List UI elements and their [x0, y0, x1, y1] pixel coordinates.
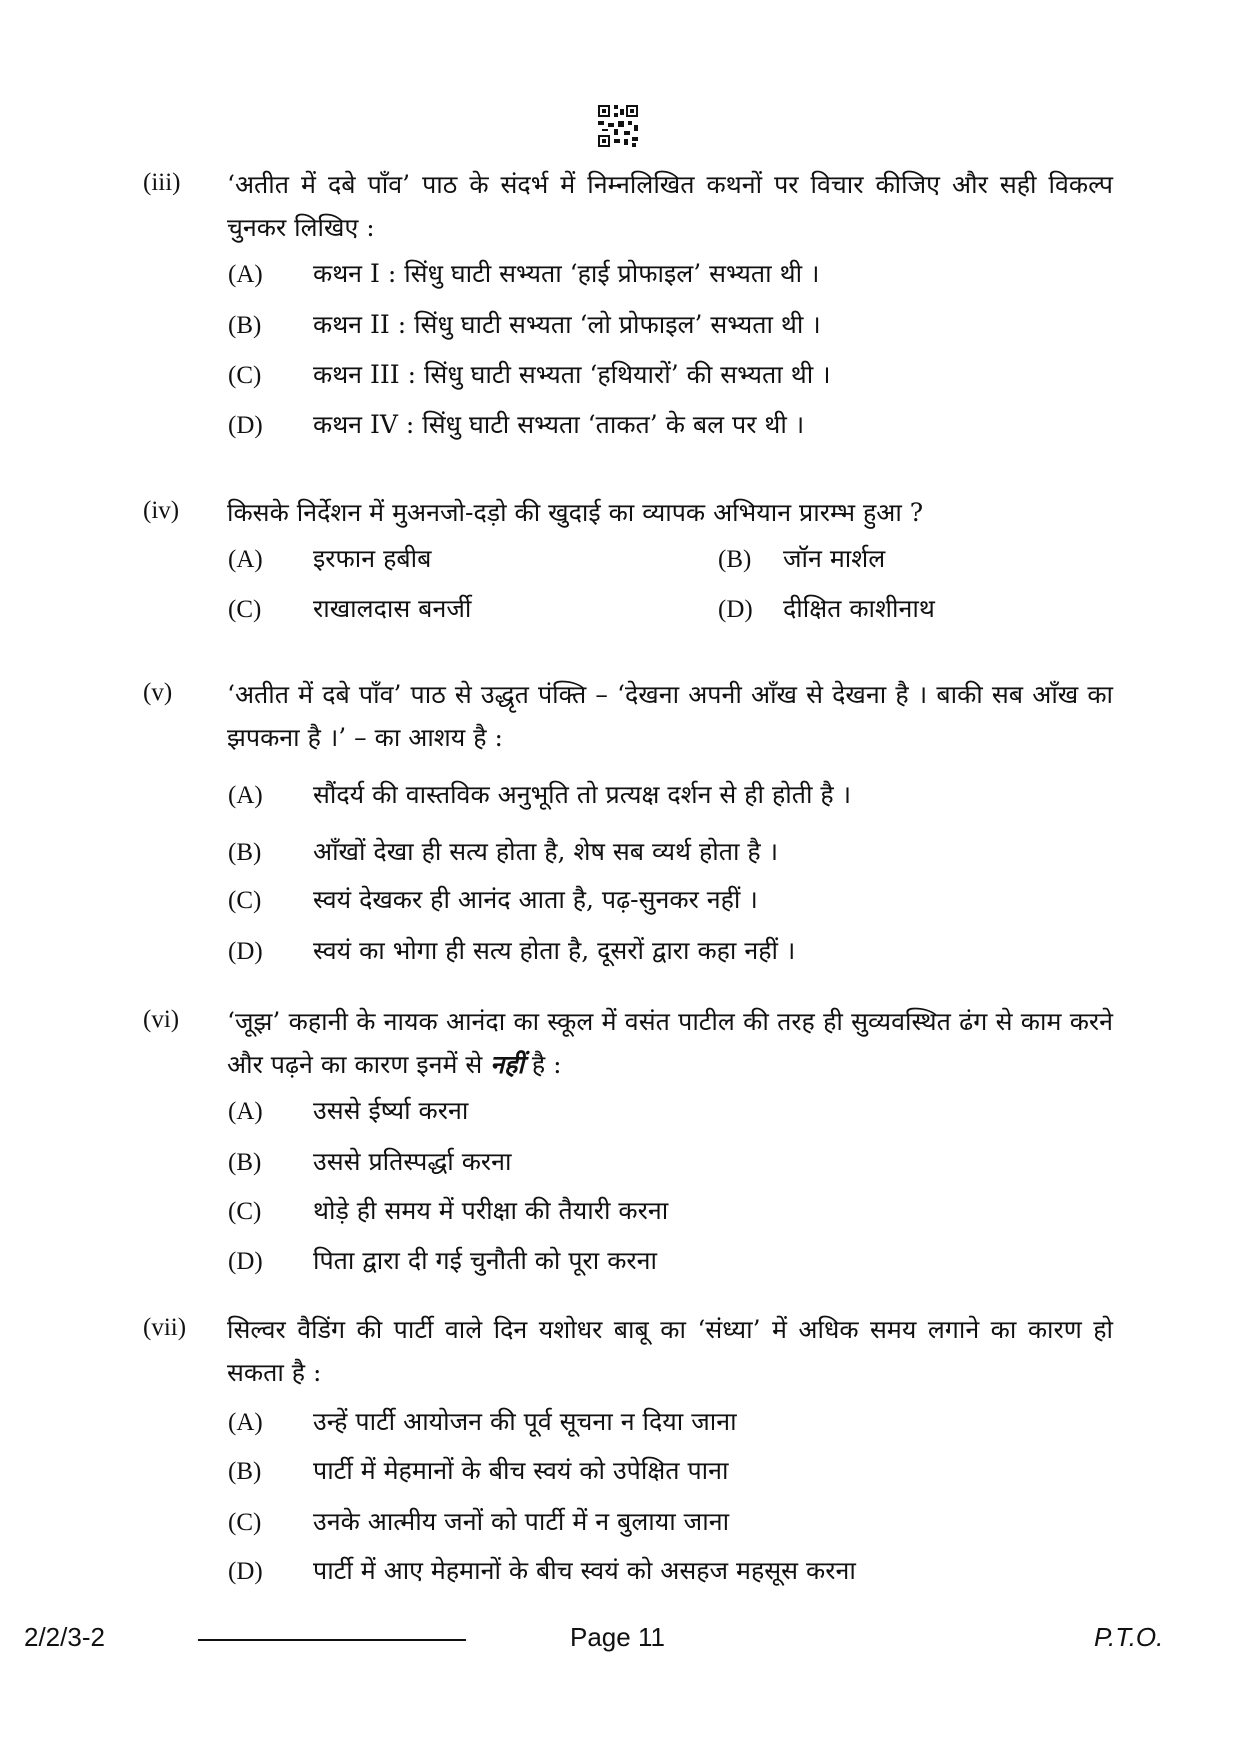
option-label: (C)	[228, 596, 262, 623]
option-c	[228, 360, 831, 391]
question-number: (iv)	[143, 497, 180, 524]
option-label: (C)	[228, 1198, 262, 1225]
stem-emphasis: नहीं	[490, 1050, 524, 1079]
option-label: (B)	[718, 546, 752, 573]
question-stem: सिल्वर वैडिंग की पार्टी वाले दिन यशोधर बाबू का ‘संध्या’ में अधिक समय लगाने का कारण हो सकता है :	[227, 1315, 1113, 1387]
option-text: सौंदर्य की वास्तविक अनुभूति तो प्रत्यक्ष दर्शन से ही होती है ।	[313, 780, 852, 809]
option-b	[718, 544, 885, 575]
option-a	[228, 780, 851, 811]
option-b	[228, 1147, 512, 1178]
option-text: उन्हें पार्टी आयोजन की पूर्व सूचना न दिया जाना	[313, 1407, 737, 1436]
question-stem: ‘अतीत में दबे पाँव’ पाठ के संदर्भ में निम्नलिखित कथनों पर विचार कीजिए और सही विकल्प चुनकर लिखिए :	[227, 170, 1113, 242]
option-text: इरफान हबीब	[313, 544, 432, 573]
option-c	[228, 1507, 729, 1538]
option-label: (C)	[228, 887, 262, 914]
option-d	[228, 1246, 657, 1277]
question-stem	[227, 1000, 1113, 1086]
option-label: (D)	[228, 1248, 263, 1275]
option-label: (A)	[228, 261, 263, 288]
option-a	[228, 259, 819, 290]
question-stem: किसके निर्देशन में मुअनजो-दड़ो की खुदाई का व्यापक अभियान प्रारम्भ हुआ ?	[227, 498, 924, 527]
option-text: जॉन मार्शल	[783, 544, 886, 573]
option-text: आँखों देखा ही सत्य होता है, शेष सब व्यर्थ होता है ।	[313, 837, 779, 866]
option-label: (B)	[228, 312, 262, 339]
option-d	[228, 936, 795, 967]
option-a	[228, 1407, 737, 1438]
page-number: Page 11	[570, 1622, 665, 1652]
option-text: पार्टी में मेहमानों के बीच स्वयं को उपेक्षित पाना	[313, 1456, 729, 1485]
option-label: (D)	[228, 938, 263, 965]
option-label: (C)	[228, 1509, 262, 1536]
question-number: (vi)	[143, 1006, 180, 1033]
qr-code	[598, 105, 638, 147]
option-label: (A)	[228, 546, 263, 573]
option-d	[228, 410, 804, 441]
option-c	[228, 1196, 668, 1227]
option-label: (A)	[228, 1098, 263, 1125]
option-label: (D)	[228, 1558, 263, 1585]
question-stem: ‘अतीत में दबे पाँव’ पाठ से उद्धृत पंक्ति – ‘देखना अपनी आँख से देखना है । बाकी सब आँख का झपकना है ।’ – का आशय है :	[227, 680, 1113, 752]
option-a	[228, 544, 431, 575]
option-text: कथन IV : सिंधु घाटी सभ्यता ‘ताकत’ के बल पर थी ।	[313, 410, 805, 439]
option-text: उससे प्रतिस्पर्द्धा करना	[313, 1147, 512, 1176]
option-label: (A)	[228, 782, 263, 809]
option-c	[228, 885, 758, 916]
stem-text: ‘जूझ’ कहानी के नायक आनंदा का स्कूल में वसंत पाटील की तरह ही सुव्यवस्थित ढंग से काम करने और पढ़ने का कारण इनमें से	[227, 1007, 1113, 1079]
question-number: (vii)	[143, 1314, 187, 1341]
option-text: थोड़े ही समय में परीक्षा की तैयारी करना	[313, 1196, 669, 1225]
option-a	[228, 1096, 468, 1127]
paper-code: 2/2/3-2	[24, 1622, 105, 1652]
pto-label: P.T.O.	[1094, 1622, 1164, 1652]
question-number: (v)	[143, 679, 173, 706]
option-text: कथन I : सिंधु घाटी सभ्यता ‘हाई प्रोफाइल’ सभ्यता थी ।	[313, 259, 820, 288]
question-number: (iii)	[143, 169, 181, 196]
option-label: (D)	[228, 412, 263, 439]
option-label: (B)	[228, 1458, 262, 1485]
option-text: कथन II : सिंधु घाटी सभ्यता ‘लो प्रोफाइल’ सभ्यता थी ।	[313, 310, 821, 339]
option-b	[228, 1456, 728, 1487]
option-c	[228, 594, 471, 625]
option-text: स्वयं देखकर ही आनंद आता है, पढ़-सुनकर नहीं ।	[313, 885, 758, 914]
stem-text: है :	[531, 1050, 562, 1079]
option-label: (D)	[718, 596, 753, 623]
option-text: राखालदास बनर्जी	[313, 594, 472, 623]
option-label: (B)	[228, 839, 262, 866]
option-text: स्वयं का भोगा ही सत्य होता है, दूसरों द्वारा कहा नहीं ।	[313, 936, 796, 965]
option-label: (B)	[228, 1149, 262, 1176]
option-d	[228, 1556, 856, 1587]
option-label: (A)	[228, 1409, 263, 1436]
option-b	[228, 310, 821, 341]
option-text: कथन III : सिंधु घाटी सभ्यता ‘हथियारों’ की सभ्यता थी ।	[313, 360, 831, 389]
option-text: उससे ईर्ष्या करना	[313, 1096, 469, 1125]
option-text: पार्टी में आए मेहमानों के बीच स्वयं को असहज महसूस करना	[313, 1556, 856, 1585]
option-d	[718, 594, 935, 625]
option-label: (C)	[228, 362, 262, 389]
option-text: दीक्षित काशीनाथ	[783, 594, 935, 623]
footer-divider	[198, 1639, 466, 1641]
option-b	[228, 837, 778, 868]
option-text: उनके आत्मीय जनों को पार्टी में न बुलाया जाना	[313, 1507, 730, 1536]
option-text: पिता द्वारा दी गई चुनौती को पूरा करना	[313, 1246, 657, 1275]
